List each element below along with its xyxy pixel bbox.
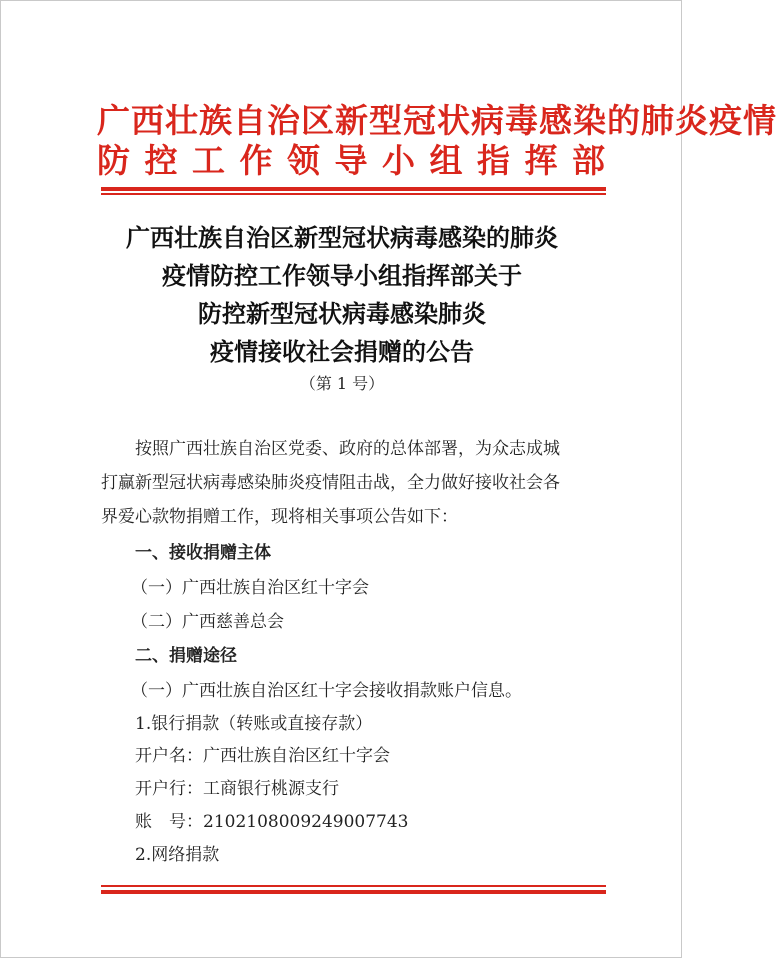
notice-title-line-2: 疫情防控工作领导小组指挥部关于	[162, 261, 522, 290]
section-1-item-1: （一）广西壮族自治区红十字会	[131, 578, 369, 598]
letterhead-char: 挥	[524, 141, 558, 180]
letterhead-char: 小	[382, 141, 415, 180]
issue-number: （第 1 号）	[299, 374, 385, 393]
footer-rule-thick	[101, 890, 606, 894]
notice-title-line-1: 广西壮族自治区新型冠状病毒感染的肺炎	[126, 223, 558, 252]
letterhead-char: 工	[192, 141, 225, 180]
letterhead-line-1: 广西壮族自治区新型冠状病毒感染的肺炎疫情	[97, 101, 777, 140]
intro-line-1: 按照广西壮族自治区党委、政府的总体部署，为众志成城	[135, 439, 560, 459]
footer-rule-thin	[101, 885, 606, 887]
account-name-value: 广西壮族自治区红十字会	[203, 746, 390, 766]
letterhead-char: 防	[97, 141, 130, 180]
section-2-sub-1: （一）广西壮族自治区红十字会接收捐款账户信息。	[131, 681, 522, 701]
section-2-heading: 二、捐赠途径	[135, 646, 237, 666]
letterhead-char: 控	[144, 141, 178, 180]
account-number-label: 账 号：	[135, 812, 203, 832]
account-number-value: 2102108009249007743	[203, 812, 409, 832]
bank-label: 开户行：	[135, 779, 203, 799]
bank-value: 工商银行桃源支行	[203, 779, 339, 799]
notice-title-line-3: 防控新型冠状病毒感染肺炎	[198, 299, 486, 328]
intro-line-2: 打赢新型冠状病毒感染肺炎疫情阻击战，全力做好接收社会各	[101, 473, 560, 493]
online-donation-heading: 2.网络捐款	[135, 845, 220, 865]
letterhead-char: 作	[239, 141, 273, 180]
letterhead-char: 组	[429, 141, 463, 180]
letterhead-char: 导	[334, 141, 368, 180]
section-1-item-2: （二）广西慈善总会	[131, 612, 284, 632]
account-name-row	[135, 741, 390, 766]
bank-donation-heading: 1.银行捐款（转账或直接存款）	[135, 714, 373, 734]
letterhead-rule-thick	[101, 187, 606, 191]
letterhead-char: 领	[287, 141, 320, 180]
notice-title-line-4: 疫情接收社会捐赠的公告	[210, 337, 474, 366]
letterhead-rule-thin	[101, 193, 606, 195]
letterhead-char: 指	[477, 141, 510, 180]
letterhead-line-2	[97, 141, 605, 181]
letterhead-char: 部	[572, 141, 605, 180]
section-1-heading: 一、接收捐赠主体	[135, 543, 271, 563]
intro-line-3: 界爱心款物捐赠工作，现将相关事项公告如下：	[101, 507, 458, 527]
account-name-label: 开户名：	[135, 746, 203, 766]
account-number-row	[135, 807, 409, 832]
bank-row	[135, 774, 339, 799]
